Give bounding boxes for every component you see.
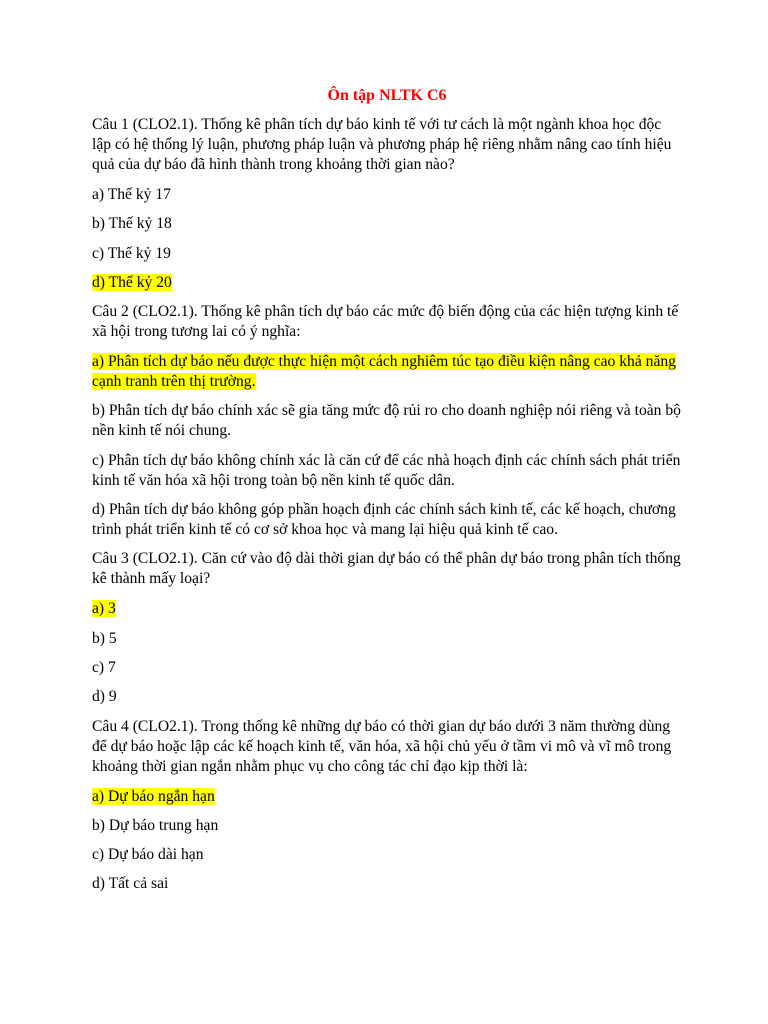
highlighted-answer: a) Dự báo ngắn hạn [92,787,215,805]
option-text: c) 7 [92,658,116,676]
option-text: c) Dự báo dài hạn [92,846,204,864]
question-2-option-b [92,401,682,441]
option-text: a) Thế kỷ 17 [92,186,171,203]
option-text: b) Thế kỷ 18 [92,215,172,233]
question-1-option-a [92,185,682,205]
question-1-option-d [92,273,682,293]
question-4-option-c [92,845,682,865]
question-3-option-b [92,629,682,649]
question-2-text: Câu 2 (CLO2.1). Thống kê phân tích dự báo các mức độ biến động của các hiện tượng kinh tế xã hội trong tương lai có ý nghĩa: [92,303,679,341]
question-2-option-a [92,352,682,392]
question-3-option-d [92,687,682,707]
highlighted-answer: a) 3 [92,600,116,618]
question-3-option-a [92,599,682,619]
question-4-option-b [92,816,682,836]
option-text: b) Phân tích dự báo chính xác sẽ gia tăng mức độ rủi ro cho doanh nghiệp nói riêng và toàn bộ nền kinh tế nói chung. [92,402,681,440]
option-text: c) Thế kỷ 19 [92,244,171,262]
option-text: b) 5 [92,629,117,647]
document-page [92,86,682,904]
question-4-option-d [92,874,682,894]
question-4-option-a [92,787,682,807]
page-title: Ôn tập NLTK C6 [327,87,447,104]
question-4-text: Câu 4 (CLO2.1). Trong thống kê những dự báo có thời gian dự báo dưới 3 năm thường dùng để dự báo hoặc lập các kế hoạch kinh tế, văn hóa, xã hội chủ yếu ở tầm vi mô và vĩ mô trong khoảng thời gian ngắn nhằm phục vụ cho công tác chỉ đạo kịp thời là: [92,717,672,775]
question-3-text: Câu 3 (CLO2.1). Căn cứ vào độ dài thời gian dự báo có thể phân dự báo trong phân tích thống kê thành mấy loại? [92,550,681,588]
option-text: d) Tất cả sai [92,875,169,893]
highlighted-answer: a) Phân tích dự báo nếu được thực hiện một cách nghiêm túc tạo điều kiện nâng cao khả năng cạnh tranh trên thị trường. [92,353,676,391]
question-2-option-d [92,500,682,540]
question-1-option-b [92,214,682,234]
highlighted-answer: d) Thế kỷ 20 [92,273,172,291]
question-1-text: Câu 1 (CLO2.1). Thống kê phân tích dự báo kinh tế với tư cách là một ngành khoa học độc lập có hệ thống lý luận, phương pháp luận và phương pháp hệ riêng nhằm nâng cao tính hiệu quả của dự báo đã hình thành trong khoảng thời gian nào? [92,116,672,173]
question-2-option-c [92,451,682,491]
question-3-option-c [92,658,682,678]
option-text: d) 9 [92,688,117,706]
question-1-option-c [92,244,682,264]
option-text: c) Phân tích dự báo không chính xác là căn cứ để các nhà hoạch định các chính sách phát triển kinh tế văn hóa xã hội trong toàn bộ nền kinh tế quốc dân. [92,451,681,489]
option-text: d) Phân tích dự báo không góp phần hoạch định các chính sách kinh tế, các kế hoạch, chương trình phát triển kinh tế có cơ sở khoa học và mang lại hiệu quả kinh tế cao. [92,501,676,539]
option-text: b) Dự báo trung hạn [92,816,219,834]
